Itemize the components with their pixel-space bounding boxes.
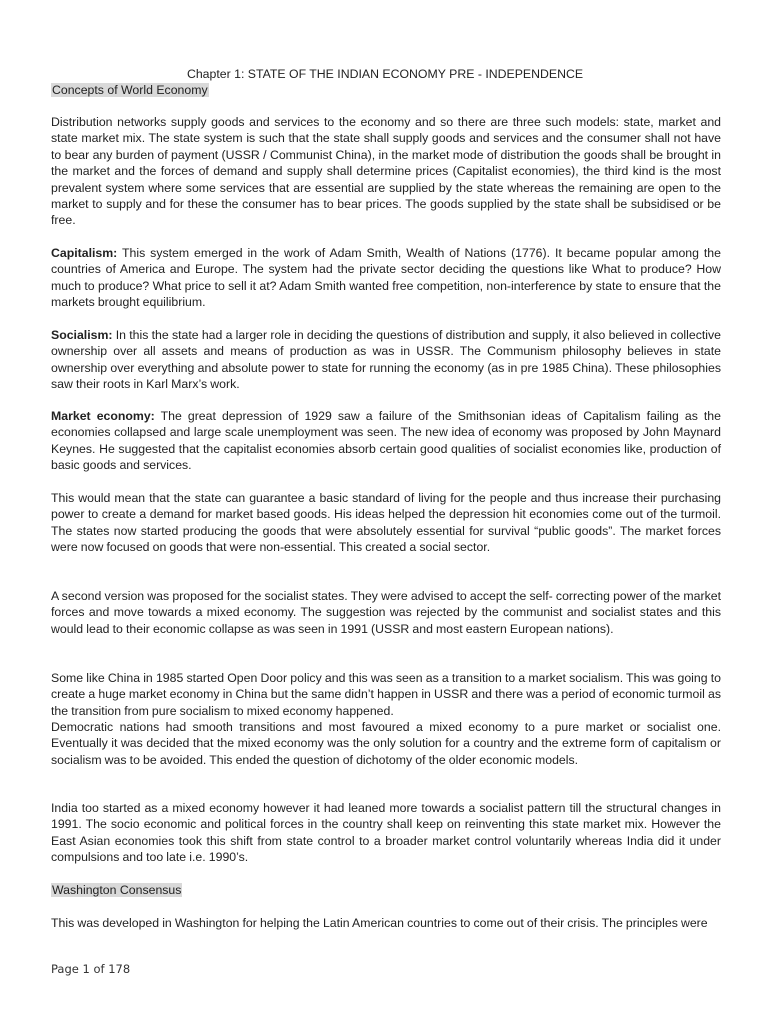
paragraph-india-mixed-economy: India too started as a mixed economy however it had leaned more towards a socialist pattern till the structural changes in 1991. The socio economic and political forces in the country shall keep on reinventing this state market mix. However the East Asian economies took this shift from state control to a broader market control voluntarily whereas India did it under compulsions and too late i.e. 1990’s. [51, 801, 721, 865]
paragraph-capitalism [51, 245, 721, 311]
section-heading-concepts [51, 82, 209, 98]
chapter-title: Chapter 1: STATE OF THE INDIAN ECONOMY PRE - INDEPENDENCE [186, 67, 584, 81]
socialism-label: Socialism: [51, 328, 113, 342]
socialism-text: In this the state had a larger role in deciding the questions of distribution and supply, it also believed in collective ownership over all assets and means of production as was in USSR. The Communism philosophy believes in state ownership over everything and absolute power to state for running the economy (as in pre 1985 China). These philosophies saw their roots in Karl Marx’s work. [51, 328, 721, 392]
capitalism-label: Capitalism: [51, 246, 118, 260]
paragraph-market-economy [51, 408, 721, 474]
paragraph-second-version: A second version was proposed for the socialist states. They were advised to accept the self- correcting power of the market forces and move towards a mixed economy. The suggestion was rejected by the communist and socialist states and this would lead to their economic collapse as was seen in 1991 (USSR and most eastern European nations). [51, 589, 721, 636]
market-economy-text: The great depression of 1929 saw a failure of the Smithsonian ideas of Capitalism failing as the economies collapsed and large scale unemployment was seen. The new idea of economy was proposed by John Maynard Keynes. He suggested that the capitalist economies absorb certain good qualities of socialist economies like, production of basic goods and services. [51, 409, 721, 473]
paragraph-washington: This was developed in Washington for helping the Latin American countries to come out of their crisis. The principles were [51, 916, 708, 930]
paragraph-distribution: Distribution networks supply goods and services to the economy and so there are three such models: state, market and state market mix. The state system is such that the state shall supply goods and services and the consumer shall not have to bear any burden of payment (USSR / Communist China), in the market mode of distribution the goods shall be brought in the market and the forces of demand and supply shall determine prices (Capitalist economies), the third kind is the most prevalent system where some services that are essential are supplied by the state whereas the remaining are open to the market to supply and for these the consumer has to bear prices. The goods supplied by the state shall be subsidised or be free. [51, 115, 721, 228]
page-number: Page 1 of 178 [51, 962, 131, 976]
section-heading-concepts-text: Concepts of World Economy [52, 83, 208, 97]
paragraph-democratic-nations: Democratic nations had smooth transitions and most favoured a mixed economy to a pure market or socialist one. Eventually it was decided that the mixed economy was the only solution for a country and the extreme form of capitalism or socialism was to be avoided. This ended the question of dichotomy of the older economic models. [51, 720, 721, 767]
section-heading-washington [51, 882, 182, 898]
section-heading-washington-text: Washington Consensus [52, 883, 182, 897]
paragraph-socialism [51, 327, 721, 393]
paragraph-china-open-door: Some like China in 1985 started Open Door policy and this was seen as a transition to a market socialism. This was going to create a huge market economy in China but the same didn’t happen in USSR and there was a period of economic turmoil as the transition from pure socialism to mixed economy happened. [51, 671, 721, 718]
paragraph-standard-of-living: This would mean that the state can guarantee a basic standard of living for the people and thus increase their purchasing power to create a demand for market based goods. His ideas helped the depression hit economies come out of the turmoil. The states now started producing the goods that were absolutely essential for survival “public goods”. The market forces were now focused on goods that were non-essential. This created a social sector. [51, 491, 721, 555]
market-economy-label: Market economy: [51, 409, 155, 423]
capitalism-text: This system emerged in the work of Adam Smith, Wealth of Nations (1776). It became popular among the countries of America and Europe. The system had the private sector deciding the questions like What to produce? How much to produce? What price to sell it at? Adam Smith wanted free competition, non-interference by state to ensure that the markets brought equilibrium. [51, 246, 721, 310]
